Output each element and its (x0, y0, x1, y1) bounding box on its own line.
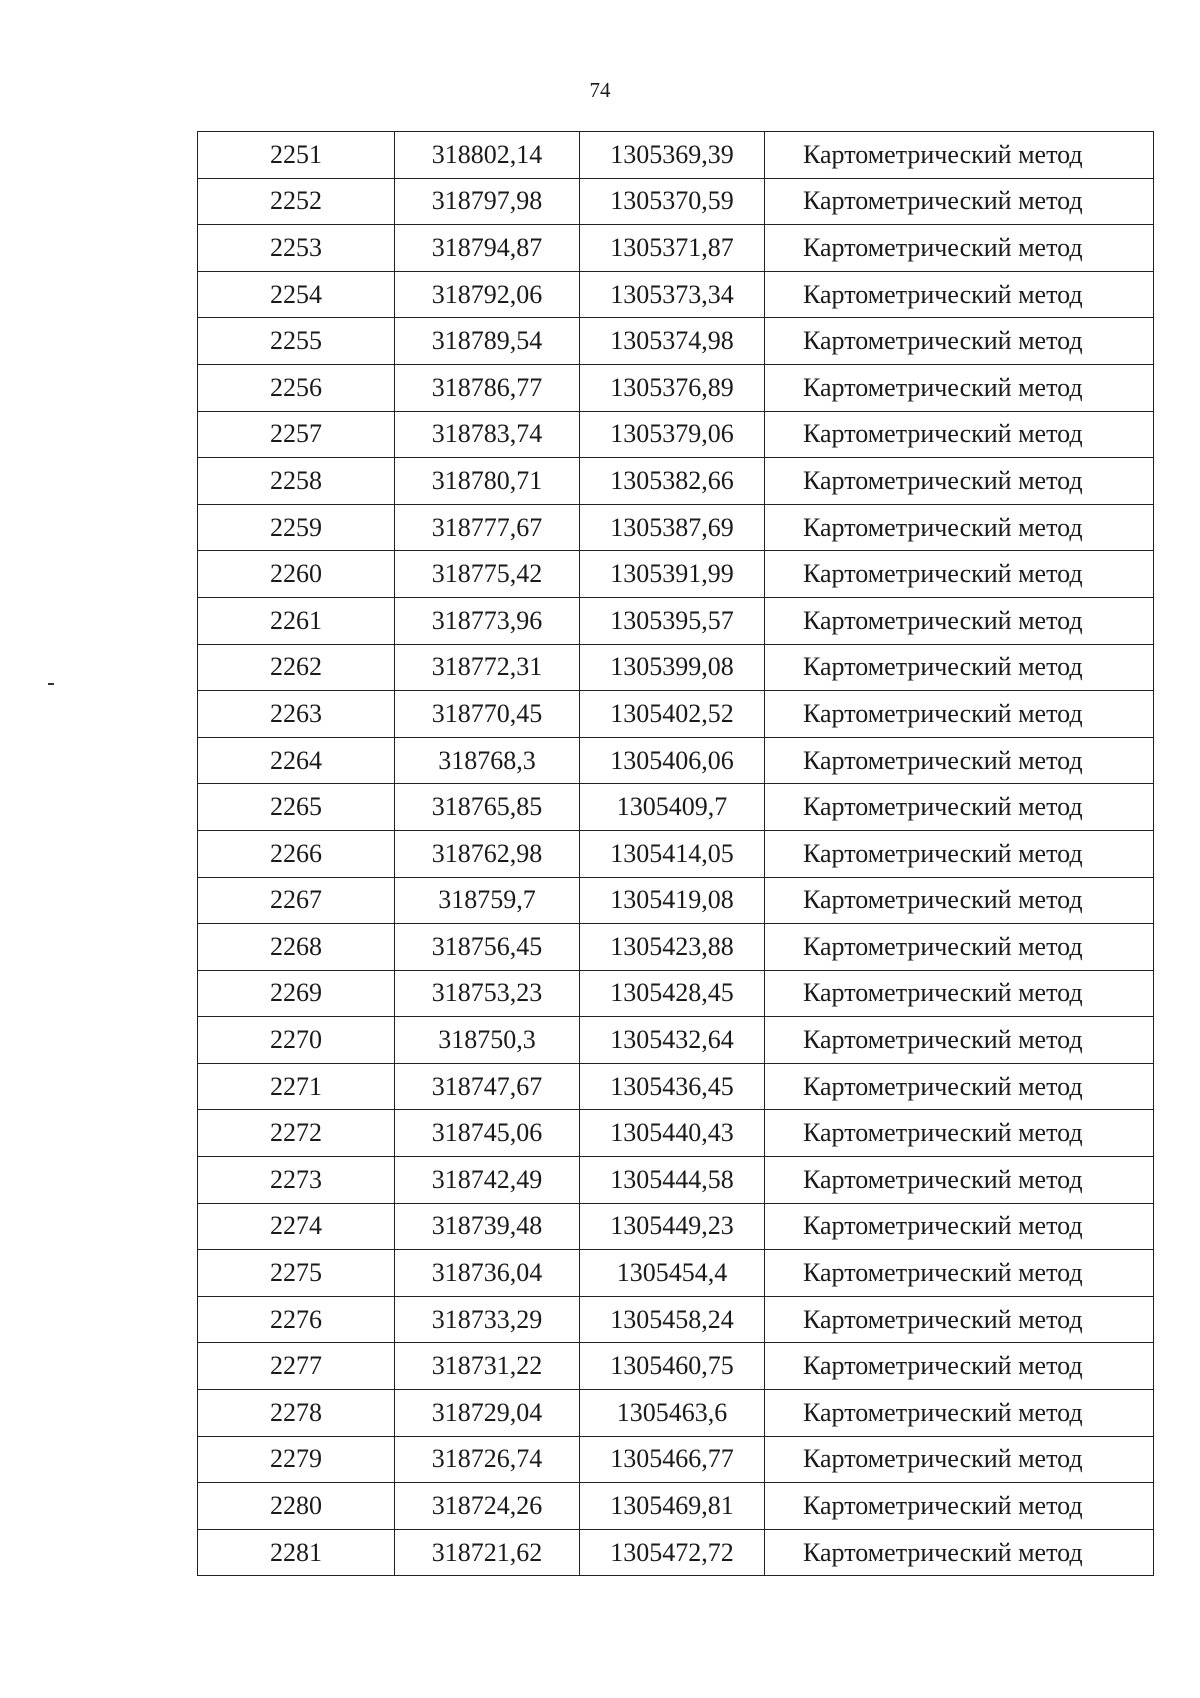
table-row (198, 458, 1154, 505)
x-coordinate-cell: 318792,06 (395, 271, 580, 318)
x-coordinate-cell: 318747,67 (395, 1063, 580, 1110)
table-row (198, 178, 1154, 225)
y-coordinate-cell: 1305436,45 (580, 1063, 765, 1110)
point-number-cell: 2255 (198, 318, 395, 365)
point-number-cell: 2256 (198, 364, 395, 411)
point-number-cell: 2281 (198, 1529, 395, 1576)
point-number-cell: 2271 (198, 1063, 395, 1110)
y-coordinate-cell: 1305399,08 (580, 644, 765, 691)
y-coordinate-cell: 1305391,99 (580, 551, 765, 598)
y-coordinate-cell: 1305428,45 (580, 970, 765, 1017)
y-coordinate-cell: 1305423,88 (580, 924, 765, 971)
method-cell: Картометрический метод (765, 132, 1154, 179)
x-coordinate-cell: 318783,74 (395, 411, 580, 458)
x-coordinate-cell: 318789,54 (395, 318, 580, 365)
x-coordinate-cell: 318736,04 (395, 1250, 580, 1297)
x-coordinate-cell: 318742,49 (395, 1157, 580, 1204)
point-number-cell: 2278 (198, 1390, 395, 1437)
table-row (198, 225, 1154, 272)
y-coordinate-cell: 1305395,57 (580, 597, 765, 644)
method-cell: Картометрический метод (765, 1157, 1154, 1204)
table-row (198, 644, 1154, 691)
point-number-cell: 2276 (198, 1296, 395, 1343)
x-coordinate-cell: 318777,67 (395, 504, 580, 551)
y-coordinate-cell: 1305414,05 (580, 830, 765, 877)
x-coordinate-cell: 318768,3 (395, 737, 580, 784)
y-coordinate-cell: 1305419,08 (580, 877, 765, 924)
point-number-cell: 2254 (198, 271, 395, 318)
method-cell: Картометрический метод (765, 877, 1154, 924)
table-row (198, 271, 1154, 318)
table-row (198, 1017, 1154, 1064)
method-cell: Картометрический метод (765, 924, 1154, 971)
x-coordinate-cell: 318721,62 (395, 1529, 580, 1576)
table-row (198, 1157, 1154, 1204)
table-row (198, 1390, 1154, 1437)
point-number-cell: 2262 (198, 644, 395, 691)
method-cell: Картометрический метод (765, 970, 1154, 1017)
x-coordinate-cell: 318726,74 (395, 1436, 580, 1483)
y-coordinate-cell: 1305387,69 (580, 504, 765, 551)
y-coordinate-cell: 1305454,4 (580, 1250, 765, 1297)
table-row (198, 504, 1154, 551)
table-row (198, 551, 1154, 598)
table-row (198, 1529, 1154, 1576)
point-number-cell: 2274 (198, 1203, 395, 1250)
table-row (198, 1110, 1154, 1157)
y-coordinate-cell: 1305444,58 (580, 1157, 765, 1204)
method-cell: Картометрический метод (765, 318, 1154, 365)
y-coordinate-cell: 1305460,75 (580, 1343, 765, 1390)
y-coordinate-cell: 1305409,7 (580, 784, 765, 831)
table-row (198, 597, 1154, 644)
y-coordinate-cell: 1305432,64 (580, 1017, 765, 1064)
point-number-cell: 2252 (198, 178, 395, 225)
y-coordinate-cell: 1305406,06 (580, 737, 765, 784)
method-cell: Картометрический метод (765, 1529, 1154, 1576)
table-row (198, 1250, 1154, 1297)
point-number-cell: 2273 (198, 1157, 395, 1204)
y-coordinate-cell: 1305402,52 (580, 691, 765, 738)
x-coordinate-cell: 318756,45 (395, 924, 580, 971)
point-number-cell: 2263 (198, 691, 395, 738)
x-coordinate-cell: 318773,96 (395, 597, 580, 644)
method-cell: Картометрический метод (765, 364, 1154, 411)
method-cell: Картометрический метод (765, 597, 1154, 644)
table-row (198, 411, 1154, 458)
x-coordinate-cell: 318786,77 (395, 364, 580, 411)
method-cell: Картометрический метод (765, 1296, 1154, 1343)
method-cell: Картометрический метод (765, 737, 1154, 784)
point-number-cell: 2265 (198, 784, 395, 831)
table-row (198, 1063, 1154, 1110)
y-coordinate-cell: 1305371,87 (580, 225, 765, 272)
method-cell: Картометрический метод (765, 271, 1154, 318)
x-coordinate-cell: 318772,31 (395, 644, 580, 691)
x-coordinate-cell: 318775,42 (395, 551, 580, 598)
y-coordinate-cell: 1305373,34 (580, 271, 765, 318)
x-coordinate-cell: 318765,85 (395, 784, 580, 831)
coordinates-table-body (198, 132, 1154, 1576)
method-cell: Картометрический метод (765, 830, 1154, 877)
point-number-cell: 2272 (198, 1110, 395, 1157)
x-coordinate-cell: 318731,22 (395, 1343, 580, 1390)
table-row (198, 970, 1154, 1017)
x-coordinate-cell: 318733,29 (395, 1296, 580, 1343)
method-cell: Картометрический метод (765, 1110, 1154, 1157)
point-number-cell: 2270 (198, 1017, 395, 1064)
method-cell: Картометрический метод (765, 691, 1154, 738)
x-coordinate-cell: 318770,45 (395, 691, 580, 738)
point-number-cell: 2257 (198, 411, 395, 458)
coordinates-table (197, 131, 1154, 1576)
method-cell: Картометрический метод (765, 458, 1154, 505)
method-cell: Картометрический метод (765, 1390, 1154, 1437)
x-coordinate-cell: 318739,48 (395, 1203, 580, 1250)
table-row (198, 830, 1154, 877)
y-coordinate-cell: 1305463,6 (580, 1390, 765, 1437)
table-row (198, 784, 1154, 831)
method-cell: Картометрический метод (765, 504, 1154, 551)
point-number-cell: 2268 (198, 924, 395, 971)
table-row (198, 1483, 1154, 1530)
table-row (198, 318, 1154, 365)
x-coordinate-cell: 318762,98 (395, 830, 580, 877)
table-row (198, 132, 1154, 179)
x-coordinate-cell: 318753,23 (395, 970, 580, 1017)
point-number-cell: 2267 (198, 877, 395, 924)
point-number-cell: 2258 (198, 458, 395, 505)
table-row (198, 1343, 1154, 1390)
table-row (198, 877, 1154, 924)
method-cell: Картометрический метод (765, 225, 1154, 272)
x-coordinate-cell: 318780,71 (395, 458, 580, 505)
y-coordinate-cell: 1305382,66 (580, 458, 765, 505)
method-cell: Картометрический метод (765, 784, 1154, 831)
point-number-cell: 2261 (198, 597, 395, 644)
x-coordinate-cell: 318745,06 (395, 1110, 580, 1157)
y-coordinate-cell: 1305458,24 (580, 1296, 765, 1343)
method-cell: Картометрический метод (765, 178, 1154, 225)
x-coordinate-cell: 318797,98 (395, 178, 580, 225)
table-row (198, 1296, 1154, 1343)
point-number-cell: 2259 (198, 504, 395, 551)
y-coordinate-cell: 1305469,81 (580, 1483, 765, 1530)
x-coordinate-cell: 318802,14 (395, 132, 580, 179)
y-coordinate-cell: 1305379,06 (580, 411, 765, 458)
point-number-cell: 2251 (198, 132, 395, 179)
method-cell: Картометрический метод (765, 1436, 1154, 1483)
point-number-cell: 2275 (198, 1250, 395, 1297)
point-number-cell: 2253 (198, 225, 395, 272)
table-row (198, 1436, 1154, 1483)
method-cell: Картометрический метод (765, 644, 1154, 691)
x-coordinate-cell: 318759,7 (395, 877, 580, 924)
y-coordinate-cell: 1305370,59 (580, 178, 765, 225)
table-row (198, 1203, 1154, 1250)
table-row (198, 364, 1154, 411)
method-cell: Картометрический метод (765, 1203, 1154, 1250)
y-coordinate-cell: 1305369,39 (580, 132, 765, 179)
method-cell: Картометрический метод (765, 551, 1154, 598)
point-number-cell: 2280 (198, 1483, 395, 1530)
y-coordinate-cell: 1305374,98 (580, 318, 765, 365)
y-coordinate-cell: 1305449,23 (580, 1203, 765, 1250)
x-coordinate-cell: 318750,3 (395, 1017, 580, 1064)
x-coordinate-cell: 318794,87 (395, 225, 580, 272)
x-coordinate-cell: 318729,04 (395, 1390, 580, 1437)
y-coordinate-cell: 1305376,89 (580, 364, 765, 411)
page-number: 74 (589, 78, 611, 102)
y-coordinate-cell: 1305440,43 (580, 1110, 765, 1157)
table-row (198, 737, 1154, 784)
stray-mark (48, 683, 54, 685)
method-cell: Картометрический метод (765, 411, 1154, 458)
point-number-cell: 2264 (198, 737, 395, 784)
method-cell: Картометрический метод (765, 1017, 1154, 1064)
point-number-cell: 2266 (198, 830, 395, 877)
point-number-cell: 2279 (198, 1436, 395, 1483)
method-cell: Картометрический метод (765, 1063, 1154, 1110)
method-cell: Картометрический метод (765, 1250, 1154, 1297)
y-coordinate-cell: 1305466,77 (580, 1436, 765, 1483)
x-coordinate-cell: 318724,26 (395, 1483, 580, 1530)
table-row (198, 924, 1154, 971)
table-row (198, 691, 1154, 738)
point-number-cell: 2269 (198, 970, 395, 1017)
method-cell: Картометрический метод (765, 1483, 1154, 1530)
point-number-cell: 2277 (198, 1343, 395, 1390)
method-cell: Картометрический метод (765, 1343, 1154, 1390)
y-coordinate-cell: 1305472,72 (580, 1529, 765, 1576)
point-number-cell: 2260 (198, 551, 395, 598)
